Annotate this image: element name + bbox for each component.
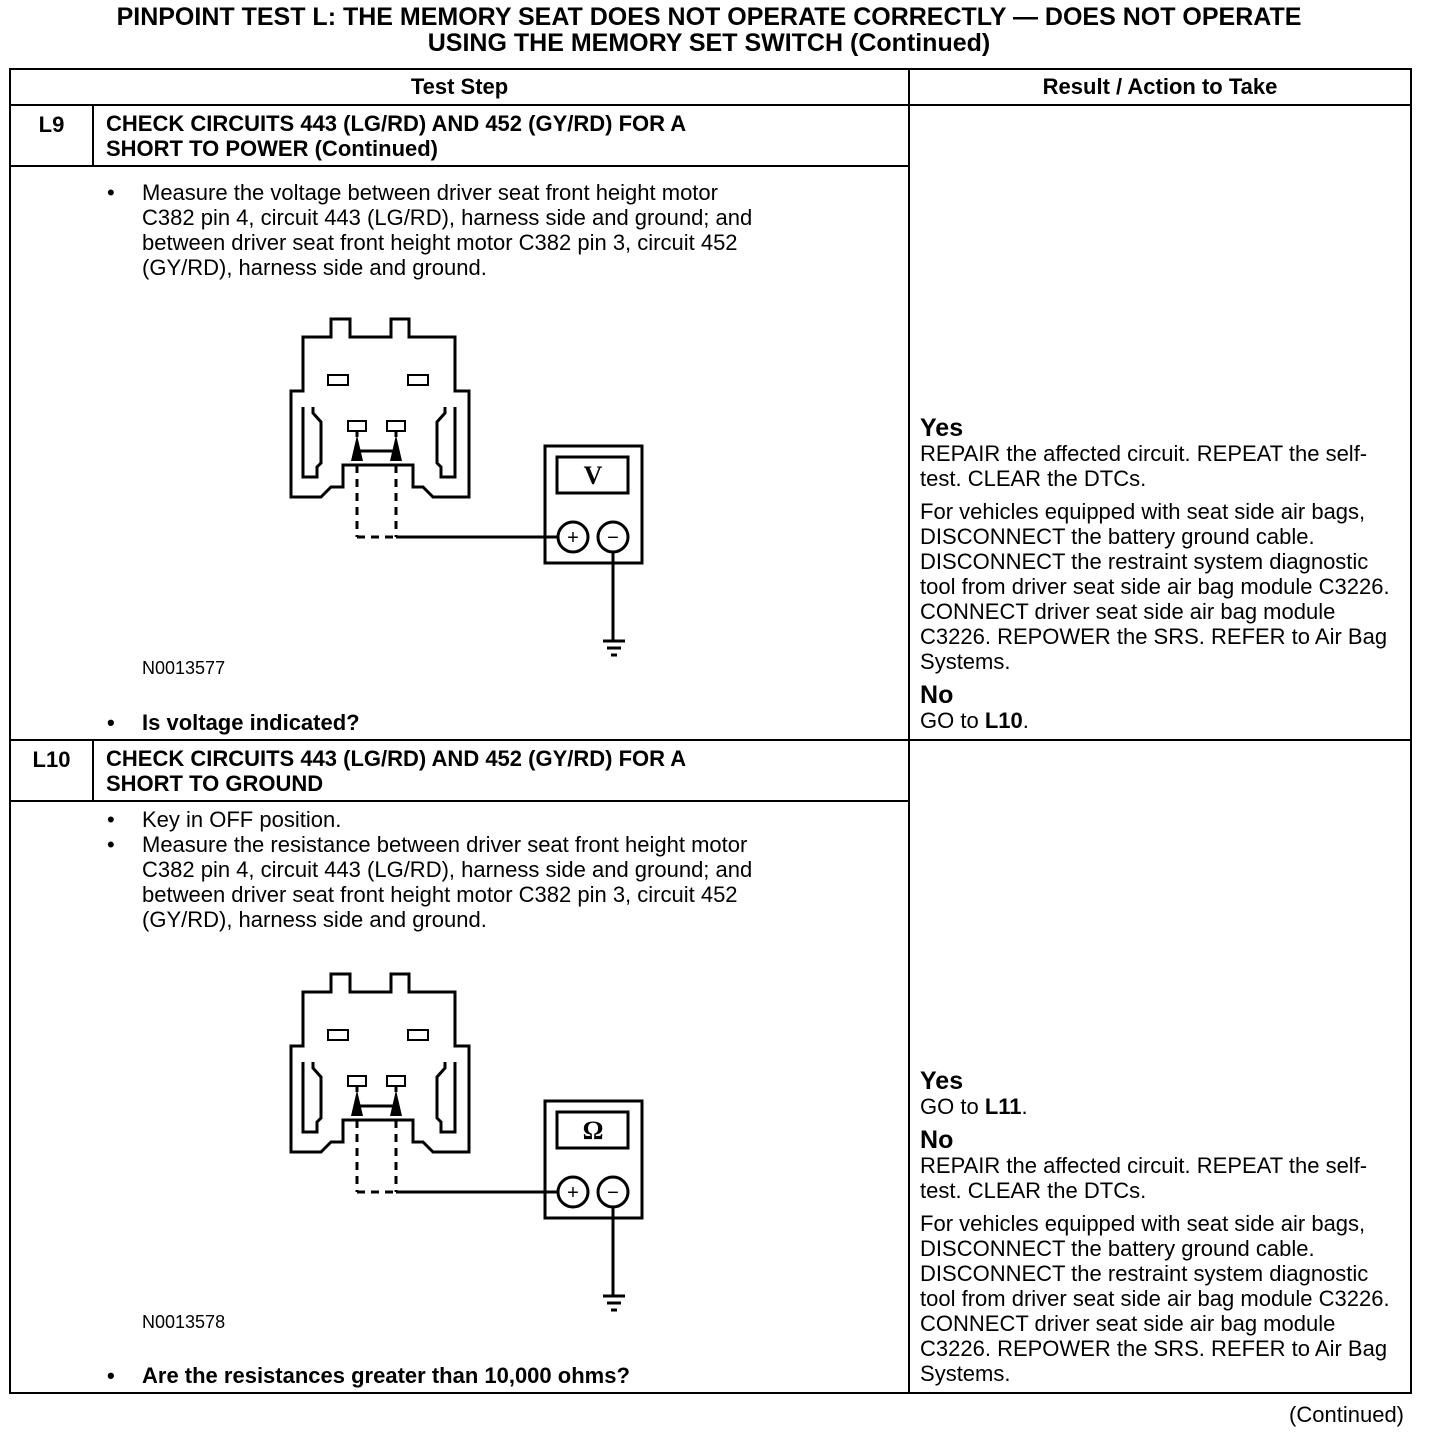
no-text-suffix: . [1022, 708, 1029, 733]
connector-pin-4 [348, 1076, 366, 1086]
step-reference: L11 [984, 1094, 1022, 1119]
question-item: • Is voltage indicated? [11, 710, 908, 735]
step-l9-heading-row [10, 105, 1411, 166]
connector-ohmmeter-diagram [273, 972, 673, 1312]
step-heading-line: CHECK CIRCUITS 443 (LG/RD) AND 452 (GY/RD) FOR A [106, 746, 687, 771]
step-id: L9 [10, 105, 93, 166]
probe-arrow-right [390, 435, 402, 461]
probe-arrow-left [351, 435, 363, 461]
list-item: • Measure the resistance between driver seat front height motor C382 pin 4, circuit 443 (LG/RD), harness side and ground; and between driver seat front height motor C382 pin 3, circuit 452 (GY/RD), harness side and ground. [11, 832, 771, 932]
no-text-airbag: For vehicles equipped with seat side air bags, DISCONNECT the battery ground cable. DISCONNECT the restraint system diagnostic tool from driver seat side air bag module C3226. CONNECT driver seat side air bag module C3226. REPOWER the SRS. REFER to Air Bag Systems. [920, 1211, 1390, 1386]
pinpoint-table [9, 68, 1412, 1394]
title-line-2: USING THE MEMORY SET SWITCH (Continued) [427, 29, 991, 57]
table-header-row [10, 69, 1411, 105]
result-block [920, 407, 1406, 733]
connector-slot-upper-right [408, 1030, 428, 1040]
step-l10-heading-row [10, 740, 1411, 801]
probe-arrow-right [390, 1090, 402, 1116]
result-block [920, 1060, 1406, 1386]
meter-negative-sign: − [607, 527, 619, 549]
instruction-list [11, 807, 771, 932]
yes-label: Yes [920, 1067, 964, 1095]
connector-pin-3 [387, 1076, 405, 1086]
meter-positive-sign: + [567, 527, 579, 549]
yes-text [920, 1094, 1406, 1119]
step-reference: L10 [984, 708, 1023, 733]
meter-negative-sign: − [607, 1182, 619, 1204]
connector-slot-upper-left [328, 375, 348, 385]
connector-left-latch [303, 407, 321, 477]
connector-slot-upper-right [408, 375, 428, 385]
connector-pin-3 [387, 421, 405, 431]
connector-slot-upper-left [328, 1030, 348, 1040]
list-item: • Measure the voltage between driver seat front height motor C382 pin 4, circuit 443 (LG/RD), harness side and ground; and between driver seat front height motor C382 pin 3, circuit 452 (GY/RD), harness side and ground. [11, 180, 771, 280]
step-l9-result [909, 105, 1411, 740]
question-list [11, 710, 908, 735]
no-text-prefix: GO to [920, 708, 985, 733]
yes-text-airbag: For vehicles equipped with seat side air bags, DISCONNECT the battery ground cable. DISCONNECT the restraint system diagnostic tool from driver seat side air bag module C3226. CONNECT driver seat side air bag module C3226. REPOWER the SRS. REFER to Air Bag Systems. [920, 499, 1390, 674]
step-heading-line: CHECK CIRCUITS 443 (LG/RD) AND 452 (GY/RD) FOR A [106, 111, 687, 136]
step-body [10, 801, 909, 1393]
yes-text-prefix: GO to [920, 1094, 985, 1119]
step-heading [93, 740, 909, 801]
no-text: REPAIR the affected circuit. REPEAT the self-test. CLEAR the DTCs. [920, 1153, 1368, 1203]
connector-right-latch [437, 407, 455, 477]
no-label: No [920, 681, 954, 709]
probe-arrow-left [351, 1090, 363, 1116]
no-text [920, 708, 1406, 733]
step-id: L10 [10, 740, 93, 801]
column-header-result: Result / Action to Take [909, 69, 1411, 105]
figure-id: N0013577 [142, 658, 226, 678]
title-line-1: PINPOINT TEST L: THE MEMORY SEAT DOES NOT OPERATE CORRECTLY — DOES NOT OPERATE [116, 3, 1302, 31]
continued-note: (Continued) [1289, 1402, 1404, 1427]
list-item: • Key in OFF position. [11, 807, 771, 832]
yes-label: Yes [920, 414, 964, 442]
step-heading [93, 105, 909, 166]
connector-pin-4 [348, 421, 366, 431]
connector-left-latch [303, 1062, 321, 1132]
meter-positive-sign: + [567, 1182, 579, 1204]
step-body [10, 166, 909, 740]
step-l10-result [909, 740, 1411, 1393]
step-heading-line: SHORT TO GROUND [106, 771, 324, 796]
column-header-test-step: Test Step [10, 69, 909, 105]
connector-right-latch [437, 1062, 455, 1132]
yes-text: REPAIR the affected circuit. REPEAT the self-test. CLEAR the DTCs. [920, 441, 1368, 491]
meter-symbol: V [583, 461, 603, 490]
question-item: • Are the resistances greater than 10,000 ohms? [11, 1363, 908, 1388]
step-heading-line: SHORT TO POWER (Continued) [106, 136, 439, 161]
no-label: No [920, 1126, 954, 1154]
instruction-list [11, 180, 771, 280]
figure-id: N0013578 [142, 1312, 226, 1332]
page-title [0, 4, 1418, 56]
question-list [11, 1363, 908, 1388]
meter-symbol: Ω [582, 1116, 604, 1145]
connector-voltmeter-diagram [273, 317, 673, 657]
yes-text-suffix: . [1021, 1094, 1028, 1119]
